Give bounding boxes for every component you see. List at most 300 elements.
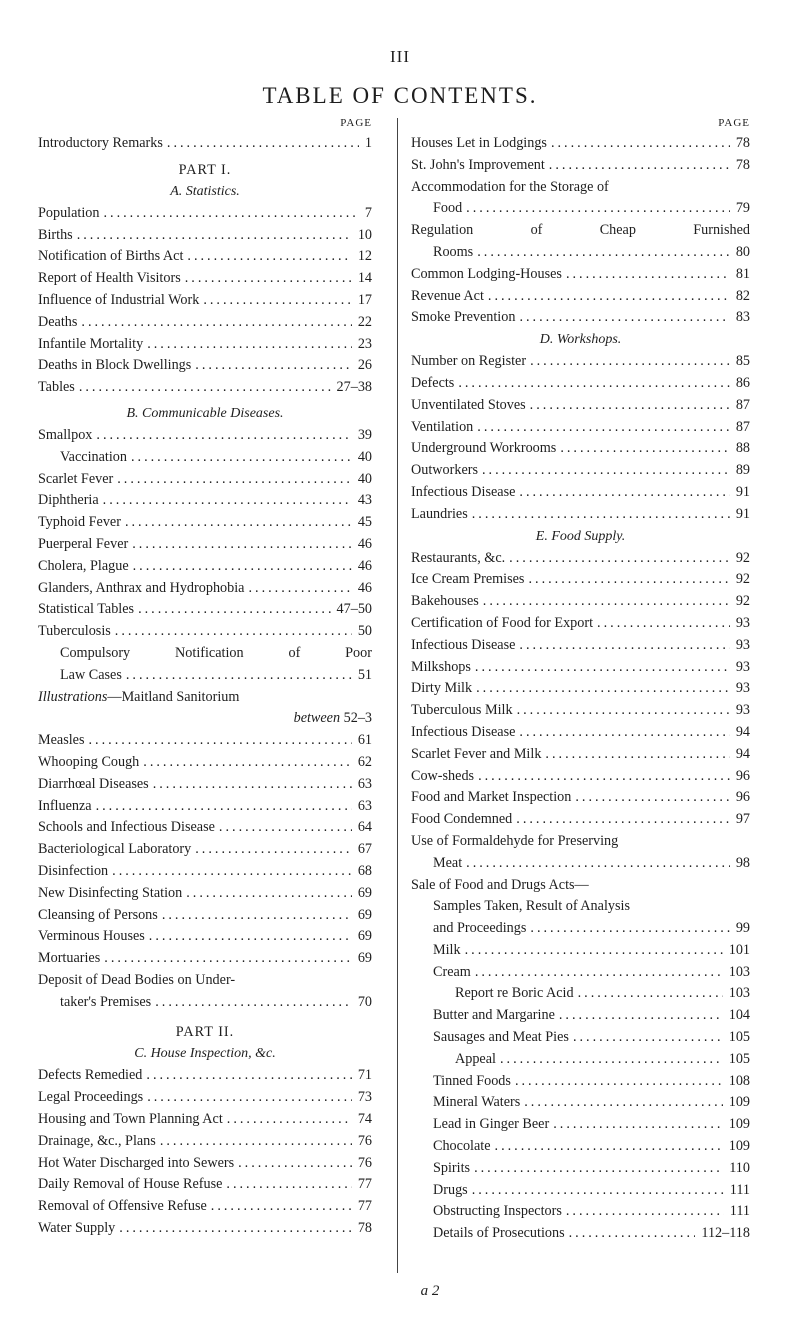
entry-label: Defects Remedied [38,1067,143,1084]
toc-entry[interactable] [411,1201,750,1223]
toc-entry[interactable] [38,1153,372,1175]
leader-dots [491,1136,723,1158]
entry-page: 40 [357,448,372,465]
leader-dots [513,700,730,722]
toc-entry[interactable]: and Proceedings ..... 99 [411,918,750,940]
leader-dots [571,787,729,809]
leader-dots [496,1049,723,1071]
page-number: III [390,47,410,66]
leader-dots [520,1092,722,1114]
toc-entry[interactable]: Law Cases ..... 51 [38,665,372,687]
entry-label: Scarlet Fever and Milk [411,745,542,762]
entry-page: 69 [357,928,372,945]
toc-entry[interactable] [38,268,372,290]
leader-dots [484,286,730,308]
leader-dots [547,133,730,155]
entry-page: 1 [364,135,372,151]
leader-dots [593,613,730,635]
toc-entry-line[interactable]: Sale of Food and Drugs Acts— [411,876,589,893]
toc-entry[interactable] [38,1109,372,1131]
entry-page: 68 [357,862,372,879]
entry-label: Food and Market Inspection [411,789,572,806]
entry-label: Puerperal Fever [38,535,129,552]
entry-page: 109 [728,1094,750,1111]
entry-label: Diarrhœal Diseases [38,775,149,792]
toc-entry[interactable]: Meat ..... 98 [411,853,750,875]
toc-entry[interactable] [38,1218,372,1240]
entry-page: 109 [728,1116,750,1133]
toc-entry[interactable] [38,512,372,534]
toc-entry[interactable] [411,700,750,722]
toc-entry[interactable] [38,1131,372,1153]
entry-label: Tables [38,379,75,396]
leader-dots [143,334,352,356]
entry-page: 78 [735,135,750,151]
toc-entry[interactable] [38,534,372,556]
entry-page: 94 [735,723,750,740]
leader-dots [121,512,352,534]
entry-label: Chocolate [433,1138,491,1155]
entry-label: Restaurants, &c. [411,549,506,566]
entry-label: Births [38,226,73,243]
entry-page: 85 [735,353,750,370]
entry-label: Report of Health Visitors [38,270,181,287]
leader-dots [471,657,730,679]
toc-entry[interactable]: Food ..... 79 [411,198,750,220]
entry-page: 76 [357,1154,372,1171]
leader-dots [515,307,729,329]
toc-entry[interactable] [411,1114,750,1136]
entry-page: 111 [729,1181,750,1198]
entry-page: 22 [357,313,372,330]
entry-label: Ice Cream Premises [411,571,525,588]
entry-label: Certification of Food for Export [411,614,594,631]
entry-page: 109 [728,1138,750,1155]
entry-page: 104 [728,1007,750,1024]
entry-label: Ventilation [411,418,474,435]
entry-page: 110 [729,1159,750,1176]
entry-label: Infectious Disease [411,483,516,500]
toc-entry[interactable] [38,377,372,399]
entry-label: Number on Register [411,353,527,370]
leader-dots [222,1174,351,1196]
toc-entry[interactable] [38,203,372,225]
leader-dots [191,839,352,861]
entry-label: Smoke Prevention [411,309,516,326]
toc-entry[interactable] [38,334,372,356]
toc-entry[interactable] [38,839,372,861]
entry-label: Schools and Infectious Disease [38,819,215,836]
toc-entry[interactable] [38,290,372,312]
toc-entry[interactable] [411,983,750,1005]
toc-entry[interactable] [38,355,372,377]
entry-page: 108 [728,1072,750,1089]
entry-label: Dirty Milk [411,680,473,697]
leader-dots [472,678,730,700]
entry-page: 105 [728,1029,750,1046]
leader-dots [100,948,352,970]
illustrations-entry[interactable]: Illustrations—Maitland Sanitorium [38,688,240,705]
entry-label: Population [38,204,100,221]
leader-dots [149,774,352,796]
toc-entry[interactable] [411,1071,750,1093]
leader-dots [555,1005,723,1027]
leader-dots [127,447,352,469]
toc-entry[interactable] [38,730,372,752]
entry-label: Cream [433,963,471,980]
toc-entry-line[interactable]: Samples Taken, Result of Analysis [433,898,630,915]
section-heading: A. Statistics. [170,183,240,199]
toc-entry[interactable] [411,1223,750,1245]
toc-entry[interactable] [411,635,750,657]
entry-page: 87 [735,418,750,435]
leader-dots [92,425,351,447]
toc-entry[interactable] [38,578,372,600]
food-list [411,548,750,831]
leader-dots [142,1065,351,1087]
entry-page: 64 [357,819,372,836]
leader-dots [473,417,730,439]
leader-dots [470,1158,723,1180]
toc-entry[interactable] [411,1136,750,1158]
leader-dots [574,983,723,1005]
leader-dots [515,722,729,744]
section-heading: E. Food Supply. [535,528,626,544]
leader-dots [244,578,351,600]
toc-entry[interactable] [411,613,750,635]
leader-dots [191,355,352,377]
leader-dots [85,730,352,752]
toc-entry[interactable] [38,246,372,268]
toc-entry[interactable] [411,1027,750,1049]
entry-page: 78 [357,1220,372,1237]
leader-dots [515,635,729,657]
entry-label: Unventilated Stoves [411,396,526,413]
toc-entry[interactable] [38,490,372,512]
entry-label: Water Supply [38,1220,116,1237]
leader-dots [73,225,352,247]
entry-label: Defects [411,374,455,391]
entry-page: 96 [735,789,750,806]
entry-page: 93 [735,614,750,631]
entry-page: 101 [728,941,750,958]
right-column [411,113,750,1245]
illustrations-pages: between 52–3 [293,710,372,727]
leader-dots [511,1071,723,1093]
toc-entry[interactable] [411,1005,750,1027]
toc-entry[interactable] [38,883,372,905]
entry-page: 91 [735,483,750,500]
entry-label: Details of Prosecutions [433,1225,565,1242]
entry-label: Notification of Births Act [38,248,184,265]
toc-entry[interactable] [411,1092,750,1114]
entry-label: Tuberculous Milk [411,702,513,719]
section-heading: B. Communicable Diseases. [126,405,284,421]
leader-dots [145,926,352,948]
entry-page: 23 [357,335,372,352]
entry-page: 77 [357,1176,372,1193]
leader-dots [234,1153,352,1175]
toc-entry[interactable] [38,556,372,578]
entry-page: 93 [735,636,750,653]
leader-dots [468,1180,724,1202]
toc-entry[interactable] [411,1049,750,1071]
entry-page: 27–38 [336,379,372,396]
entry-page: 61 [357,732,372,749]
leader-dots [524,569,729,591]
toc-entry[interactable] [38,1174,372,1196]
leader-dots [215,817,352,839]
housing-list-2 [411,264,750,329]
toc-entry[interactable] [411,722,750,744]
toc-entry[interactable] [411,482,750,504]
toc-entry[interactable] [411,591,750,613]
entry-label: Whooping Cough [38,753,140,770]
entry-page: 78 [735,156,750,173]
entry-label: Tinned Foods [433,1072,511,1089]
leader-dots [99,203,358,225]
leader-dots [545,155,730,177]
leader-dots [143,1087,352,1109]
entry-page: 43 [357,492,372,509]
toc-entry[interactable] [411,395,750,417]
entry-page: 83 [735,309,750,326]
entry-page: 26 [357,357,372,374]
toc-entry[interactable] [38,312,372,334]
entry-label: Cleansing of Persons [38,906,158,923]
leader-dots [75,377,331,399]
leader-dots [182,883,352,905]
entry-label: Outworkers [411,462,478,479]
toc-entry[interactable] [38,425,372,447]
leader-dots [478,460,730,482]
column-divider [397,118,398,1273]
entry-page: 103 [728,985,750,1002]
toc-entry[interactable]: taker's Premises ..... 70 [38,992,372,1014]
entry-page: 92 [735,593,750,610]
leader-dots [115,1218,352,1240]
statistics-list [38,203,372,399]
entry-label: Scarlet Fever [38,470,114,487]
entry-page: 69 [357,906,372,923]
entry-label: Common Lodging-Houses [411,265,562,282]
entry-label: Introductory Remarks [38,135,163,151]
toc-entry[interactable] [411,133,750,155]
entry-page: 7 [364,204,372,221]
toc-entry[interactable] [38,926,372,948]
entry-page: 97 [735,811,750,828]
toc-entry[interactable] [38,817,372,839]
leader-dots [541,744,729,766]
leader-dots [569,1027,723,1049]
toc-entry[interactable] [411,438,750,460]
leader-dots [556,438,729,460]
entry-label: Food Condemned [411,811,513,828]
entry-label: Vaccination [60,448,127,465]
toc-entry[interactable] [38,796,372,818]
entry-label: Diphtheria [38,492,99,509]
toc-entry[interactable] [38,133,372,155]
entry-label: Mineral Waters [433,1094,521,1111]
entry-label: Revenue Act [411,287,484,304]
toc-entry[interactable] [38,1196,372,1218]
entry-label: Infectious Disease [411,636,516,653]
leader-dots [479,591,730,613]
entry-label: New Disinfecting Station [38,884,183,901]
entry-label: Underground Workrooms [411,440,557,457]
toc-entry-line[interactable]: Accommodation for the Storage of [411,178,609,195]
entry-page: 12 [357,248,372,265]
samples-list [411,940,750,1245]
leader-dots [113,469,352,491]
leader-dots [461,940,723,962]
section-heading: D. Workshops. [539,332,622,348]
entry-page: 92 [735,571,750,588]
entry-page: 103 [728,963,750,980]
leader-dots [139,752,352,774]
entry-label: Housing and Town Planning Act [38,1111,223,1128]
entry-label: Report re Boric Acid [455,985,574,1002]
leader-dots [468,504,730,526]
entry-label: Appeal [455,1050,496,1067]
leader-dots [77,312,351,334]
entry-label: Milk [433,941,461,958]
entry-page: 86 [735,374,750,391]
entry-label: Lead in Ginger Beer [433,1116,550,1133]
entry-label: Measles [38,732,85,749]
toc-entry[interactable] [38,469,372,491]
entry-label: Deaths [38,313,78,330]
toc-entry[interactable] [38,225,372,247]
leader-dots [474,766,730,788]
toc-entry[interactable] [411,962,750,984]
entry-page: 17 [357,291,372,308]
leader-dots [108,861,352,883]
diseases-list-2 [38,730,372,970]
toc-entry[interactable] [38,447,372,469]
toc-entry[interactable] [411,286,750,308]
toc-entry[interactable] [411,766,750,788]
leader-dots [549,1114,723,1136]
toc-entry[interactable] [411,1158,750,1180]
entry-page: 62 [357,753,372,770]
toc-entry[interactable] [411,787,750,809]
entry-label: Houses Let in Lodgings [411,135,547,151]
entry-page: 39 [357,426,372,443]
toc-entry[interactable] [411,940,750,962]
toc-entry[interactable] [38,905,372,927]
toc-entry[interactable] [411,809,750,831]
entry-page: 71 [357,1067,372,1084]
toc-entry-wrapped[interactable]: Compulsory Notification of Poor [60,644,372,661]
section-heading: C. House Inspection, &c. [134,1046,276,1062]
leader-dots [181,268,352,290]
toc-entry[interactable] [38,1087,372,1109]
entry-page: 69 [357,950,372,967]
toc-entry[interactable] [38,774,372,796]
leader-dots [199,290,352,312]
toc-entry[interactable] [411,657,750,679]
housing-list [411,133,750,177]
entry-label: Glanders, Anthrax and Hydrophobia [38,579,245,596]
entry-page: 77 [357,1198,372,1215]
toc-entry[interactable] [38,752,372,774]
toc-entry[interactable] [411,307,750,329]
entry-label: Disinfection [38,862,109,879]
toc-entry[interactable] [411,373,750,395]
toc-entry-wrapped[interactable]: Regulation of Cheap Furnished [411,222,750,239]
entry-label: Infectious Disease [411,723,516,740]
leader-dots [526,395,730,417]
part-heading: PART I. [178,161,232,178]
leader-dots [562,1201,724,1223]
entry-label: Legal Proceedings [38,1089,144,1106]
entry-label: Verminous Houses [38,928,145,945]
entry-label: Statistical Tables [38,601,135,618]
entry-page: 74 [357,1111,372,1128]
house-list [38,1065,372,1239]
toc-entry[interactable] [38,948,372,970]
toc-entry[interactable] [411,264,750,286]
leader-dots [128,534,352,556]
entry-label: Spirits [433,1159,471,1176]
toc-entry[interactable] [411,548,750,570]
toc-entry[interactable] [38,1065,372,1087]
entry-label: Influence of Industrial Work [38,291,200,308]
toc-entry[interactable] [411,504,750,526]
toc-entry[interactable] [411,460,750,482]
toc-entry[interactable] [38,861,372,883]
toc-entry[interactable] [411,569,750,591]
leader-dots [92,796,352,818]
entry-page: 14 [357,270,372,287]
entry-page: 67 [357,841,372,858]
entry-label: Tuberculosis [38,623,111,640]
leader-dots [223,1109,352,1131]
entry-page: 76 [357,1132,372,1149]
toc-entry-line[interactable]: Use of Formaldehyde for Preserving [411,832,619,849]
entry-page: 73 [357,1089,372,1106]
entry-label: Bakehouses [411,593,479,610]
entry-label: Milkshops [411,658,471,675]
entry-label: Typhoid Fever [38,514,121,531]
entry-label: Hot Water Discharged into Sewers [38,1154,235,1171]
toc-entry[interactable] [38,599,372,621]
left-column [38,113,372,1240]
toc-entry[interactable] [411,351,750,373]
entry-label: Cow-sheds [411,767,475,784]
entry-page: 87 [735,396,750,413]
leader-dots [471,962,723,984]
leader-dots [99,490,352,512]
leader-dots [565,1223,696,1245]
toc-entry[interactable] [38,621,372,643]
entry-page: 82 [735,287,750,304]
entry-label: Sausages and Meat Pies [433,1029,569,1046]
toc-entry[interactable] [411,1180,750,1202]
toc-entry[interactable] [411,417,750,439]
entry-page: 63 [357,775,372,792]
toc-entry-line[interactable]: Deposit of Dead Bodies on Under- [38,971,236,988]
entry-page: 45 [357,514,372,531]
toc-entry[interactable]: Rooms ..... 80 [411,242,750,264]
leader-dots [526,351,730,373]
toc-entry[interactable] [411,155,750,177]
leader-dots [515,482,729,504]
entry-page: 10 [357,226,372,243]
toc-entry[interactable] [411,678,750,700]
toc-entry[interactable] [411,744,750,766]
